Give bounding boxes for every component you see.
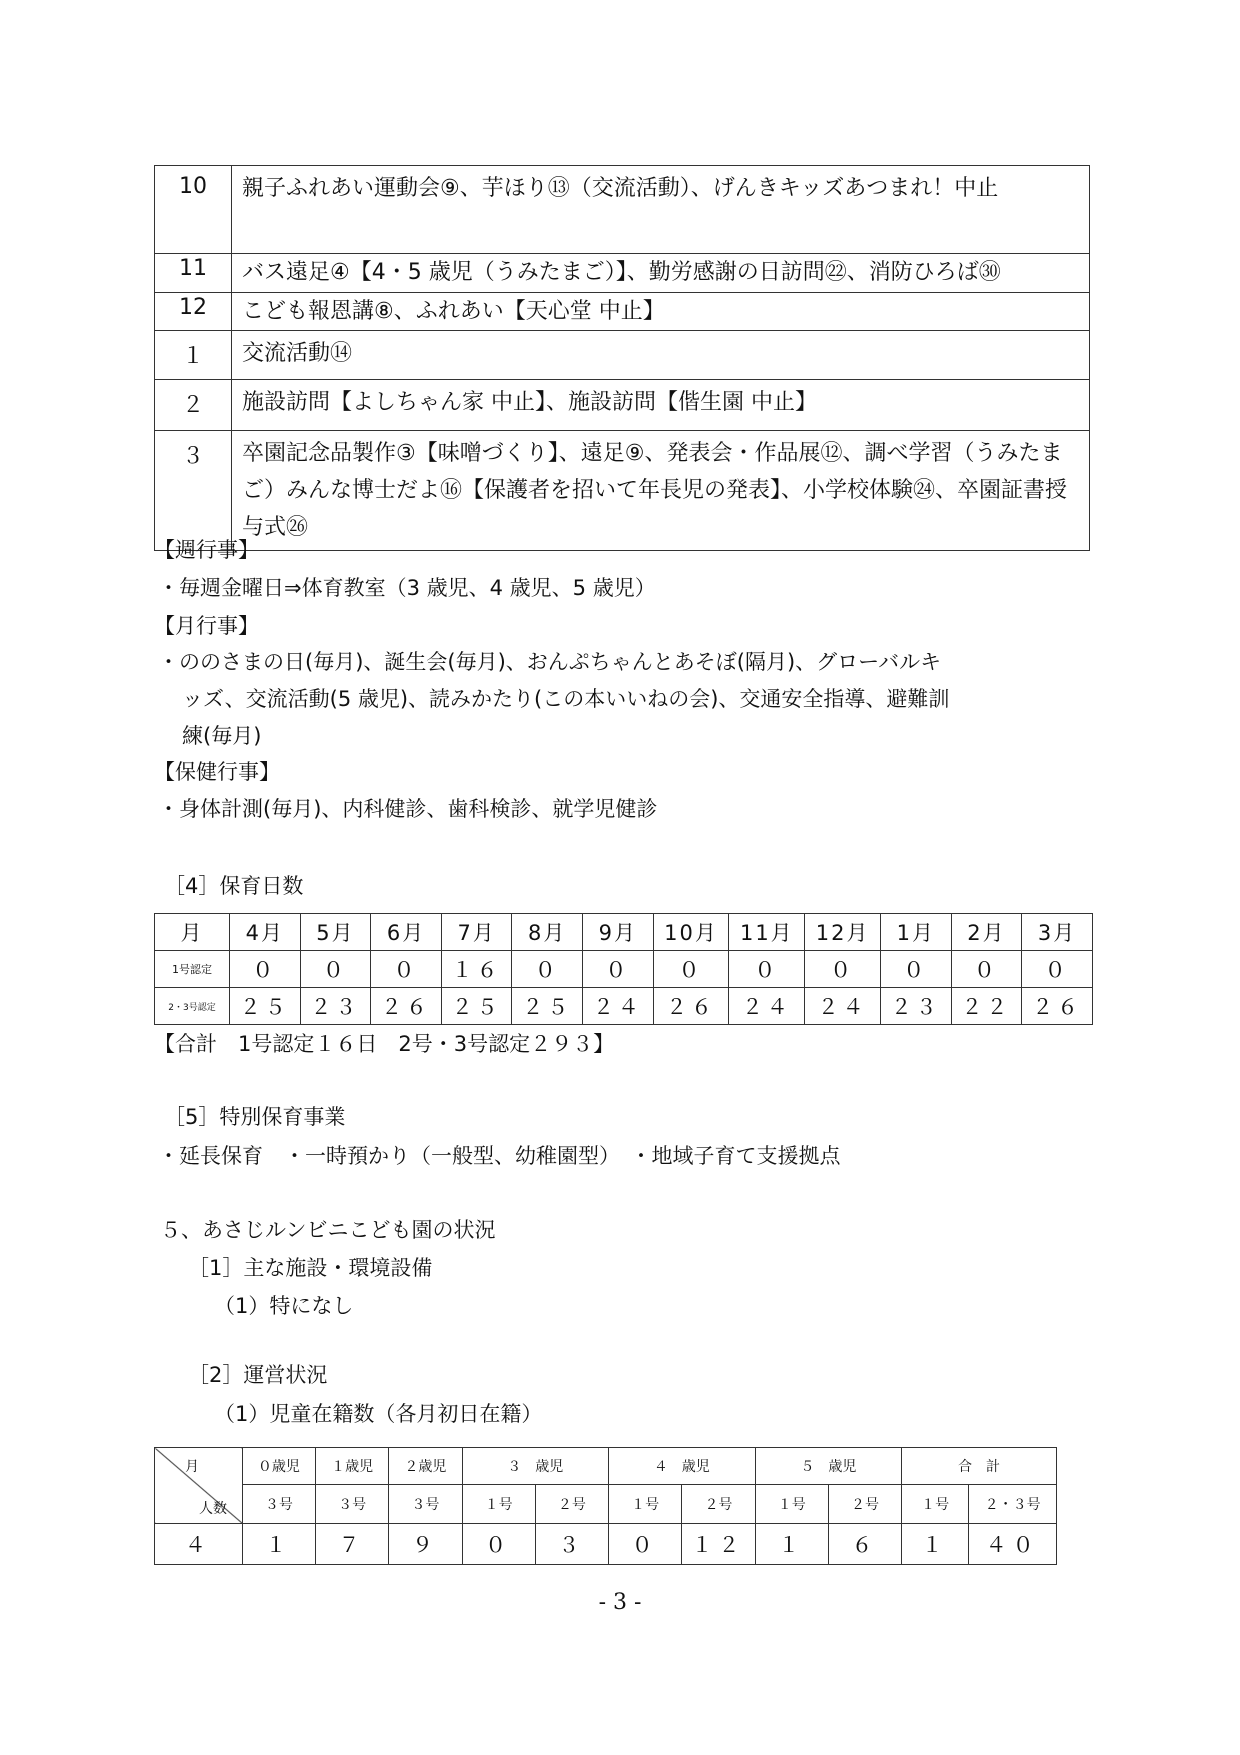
special-text: ・延長保育 ・一時預かり（一般型、幼稚園型） ・地域子育て支援拠点 — [158, 1144, 841, 1168]
event-month: １ — [155, 331, 232, 380]
monthly-text-2: ッズ、交流活動(5 歳児)、読みかたり(この本いいねの会)、交通安全指導、避難訓 — [182, 687, 950, 711]
month-cell: 4月 — [230, 914, 301, 951]
count-cell: １ — [242, 1524, 315, 1565]
day-cell: ０ — [583, 951, 654, 988]
month-cell: 1月 — [881, 914, 952, 951]
section5-sub2-item: （1）児童在籍数（各月初日在籍） — [214, 1402, 543, 1426]
type-cell: １号 — [462, 1485, 535, 1524]
days-total: 【合計 1号認定１６日 2号・3号認定２９３】 — [154, 1032, 615, 1056]
event-text: こども報恩講⑧、ふれあい【天心堂 中止】 — [232, 293, 1090, 331]
count-cell: ３ — [535, 1524, 608, 1565]
type-cell: ２・３号 — [969, 1485, 1057, 1524]
count-cell: ７ — [315, 1524, 388, 1565]
row-label: 1号認定 — [155, 951, 230, 988]
day-cell: ０ — [300, 951, 371, 988]
type-cell: ２号 — [828, 1485, 901, 1524]
group-header: ５ 歳児 — [755, 1448, 902, 1485]
weekly-heading: 【週行事】 — [154, 538, 259, 562]
table-row — [155, 254, 1090, 293]
section5-sub1-item: （1）特になし — [214, 1294, 354, 1318]
table-row — [155, 431, 1090, 551]
event-month: ３ — [155, 431, 232, 551]
table-row — [155, 1524, 1057, 1565]
enrollment-table — [154, 1447, 1057, 1565]
monthly-heading: 【月行事】 — [154, 614, 259, 638]
row-label: 2・3号認定 — [155, 988, 230, 1025]
day-cell: ０ — [371, 951, 442, 988]
group-header: １歳児 — [315, 1448, 388, 1485]
type-cell: ３号 — [242, 1485, 315, 1524]
days-table — [154, 913, 1093, 1025]
month-cell: 11月 — [729, 914, 805, 951]
day-cell: ２４ — [729, 988, 805, 1025]
month-cell: 7月 — [441, 914, 512, 951]
month-cell: 10月 — [653, 914, 729, 951]
month-cell: 5月 — [300, 914, 371, 951]
monthly-text-3: 練(毎月) — [182, 724, 262, 748]
event-month: 12 — [155, 293, 232, 331]
day-cell: ０ — [951, 951, 1022, 988]
event-text: 交流活動⑭ — [232, 331, 1090, 380]
month-cell: 6月 — [371, 914, 442, 951]
table-row — [155, 988, 1093, 1025]
day-cell: ２３ — [300, 988, 371, 1025]
table-row — [155, 1448, 1057, 1485]
special-heading: ［5］特別保育事業 — [164, 1105, 346, 1129]
day-cell: ２６ — [371, 988, 442, 1025]
weekly-text: ・毎週金曜日⇒体育教室（3 歳児、4 歳児、5 歳児） — [158, 576, 656, 600]
table-row — [155, 331, 1090, 380]
day-cell: ２４ — [805, 988, 881, 1025]
month-cell: 2月 — [951, 914, 1022, 951]
section5-title: ５、あさじルンビニこども園の状況 — [160, 1218, 496, 1242]
month-cell: 9月 — [583, 914, 654, 951]
page-number: - 3 - — [598, 1590, 642, 1615]
month-cell: 12月 — [805, 914, 881, 951]
day-cell: ２４ — [583, 988, 654, 1025]
count-cell: ４０ — [969, 1524, 1057, 1565]
group-header: 合 計 — [902, 1448, 1057, 1485]
group-header: ２歳児 — [389, 1448, 462, 1485]
count-cell: ０ — [462, 1524, 535, 1565]
day-cell: ２５ — [230, 988, 301, 1025]
type-cell: １号 — [755, 1485, 828, 1524]
group-header: ３ 歳児 — [462, 1448, 609, 1485]
event-month: 11 — [155, 254, 232, 293]
count-cell: １２ — [682, 1524, 755, 1565]
days-heading: ［4］保育日数 — [164, 874, 304, 898]
count-cell: ９ — [389, 1524, 462, 1565]
event-text: 親子ふれあい運動会⑨、芋ほり⑬（交流活動）、げんきキッズあつまれ！中止 — [232, 166, 1090, 254]
monthly-text-1: ・ののさまの日(毎月)、誕生会(毎月)、おんぷちゃんとあそぼ(隔月)、グローバルキ — [158, 650, 942, 674]
day-cell: ２５ — [441, 988, 512, 1025]
corner-top-label: 月 — [185, 1459, 199, 1475]
health-text: ・身体計測(毎月)、内科健診、歯科検診、就学児健診 — [158, 797, 658, 821]
event-text: バス遠足④【4・5 歳児（うみたまご）】、勤労感謝の日訪問㉒、消防ひろば㉚ — [232, 254, 1090, 293]
health-heading: 【保健行事】 — [154, 760, 280, 784]
section5-sub2: ［2］運営状況 — [188, 1363, 328, 1387]
month-cell: ４ — [155, 1524, 243, 1565]
event-text: 施設訪問【よしちゃん家 中止】、施設訪問【偕生園 中止】 — [232, 380, 1090, 431]
day-cell: ０ — [653, 951, 729, 988]
events-table — [154, 165, 1090, 551]
corner-cell — [155, 1448, 243, 1524]
type-cell: ３号 — [315, 1485, 388, 1524]
type-cell: １号 — [609, 1485, 682, 1524]
table-row — [155, 293, 1090, 331]
day-cell: １６ — [441, 951, 512, 988]
table-row — [155, 380, 1090, 431]
count-cell: １ — [755, 1524, 828, 1565]
day-cell: ０ — [881, 951, 952, 988]
day-cell: ０ — [729, 951, 805, 988]
type-cell: ２号 — [682, 1485, 755, 1524]
day-cell: ０ — [805, 951, 881, 988]
month-cell: 3月 — [1022, 914, 1093, 951]
table-row — [155, 166, 1090, 254]
count-cell: ６ — [828, 1524, 901, 1565]
table-row — [155, 1485, 1057, 1524]
event-month: 10 — [155, 166, 232, 254]
count-cell: ０ — [609, 1524, 682, 1565]
count-cell: １ — [902, 1524, 969, 1565]
table-row — [155, 914, 1093, 951]
type-cell: ３号 — [389, 1485, 462, 1524]
corner-bottom-label: 人数 — [199, 1501, 227, 1517]
day-cell: ２６ — [653, 988, 729, 1025]
type-cell: ２号 — [535, 1485, 608, 1524]
day-cell: ２３ — [881, 988, 952, 1025]
event-month: ２ — [155, 380, 232, 431]
day-cell: ０ — [512, 951, 583, 988]
group-header: ４ 歳児 — [609, 1448, 756, 1485]
days-header-label: 月 — [155, 914, 230, 951]
month-cell: 8月 — [512, 914, 583, 951]
day-cell: ０ — [1022, 951, 1093, 988]
type-cell: １号 — [902, 1485, 969, 1524]
group-header: ０歳児 — [242, 1448, 315, 1485]
event-text: 卒園記念品製作③【味噌づくり】、遠足⑨、発表会・作品展⑫、調べ学習（うみたまご）みんな博士だよ⑯【保護者を招いて年長児の発表】、小学校体験㉔、卒園証書授与式㉖ — [232, 431, 1090, 551]
section5-sub1: ［1］主な施設・環境設備 — [188, 1256, 433, 1280]
day-cell: ２５ — [512, 988, 583, 1025]
table-row — [155, 951, 1093, 988]
day-cell: ２６ — [1022, 988, 1093, 1025]
day-cell: ２２ — [951, 988, 1022, 1025]
day-cell: ０ — [230, 951, 301, 988]
